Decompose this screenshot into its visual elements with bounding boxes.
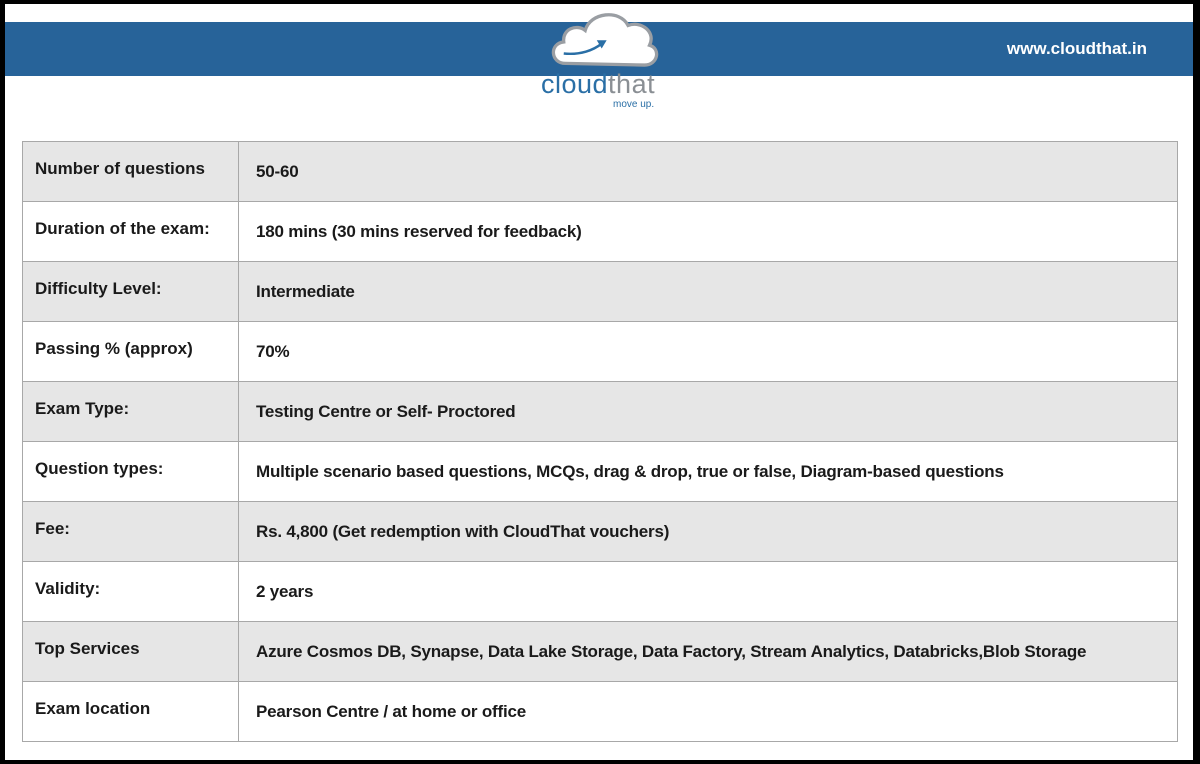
table-row — [23, 262, 1178, 322]
row-value: Pearson Centre / at home or office — [239, 682, 1178, 742]
row-label: Validity: — [23, 562, 239, 622]
website-url[interactable]: www.cloudthat.in — [1006, 39, 1147, 58]
table-row — [23, 622, 1178, 682]
table-row — [23, 382, 1178, 442]
page — [5, 4, 1193, 760]
row-label: Question types: — [23, 442, 239, 502]
row-value: Testing Centre or Self- Proctored — [239, 382, 1178, 442]
row-label: Difficulty Level: — [23, 262, 239, 322]
row-label: Number of questions — [23, 142, 239, 202]
table-row — [23, 682, 1178, 742]
row-value: 70% — [239, 322, 1178, 382]
table-row — [23, 442, 1178, 502]
cloud-icon — [535, 4, 675, 70]
row-value: Azure Cosmos DB, Synapse, Data Lake Storage, Data Factory, Stream Analytics, Databricks,Blob Storage — [239, 622, 1178, 682]
logo-tagline: move up. — [613, 99, 655, 110]
table-row — [23, 202, 1178, 262]
row-value: 50-60 — [239, 142, 1178, 202]
logo-wordmark: cloudthat — [541, 69, 656, 99]
table-row — [23, 322, 1178, 382]
row-label: Duration of the exam: — [23, 202, 239, 262]
cloudthat-logo — [535, 4, 675, 114]
row-value: 2 years — [239, 562, 1178, 622]
row-value: Rs. 4,800 (Get redemption with CloudThat vouchers) — [239, 502, 1178, 562]
table-row — [23, 562, 1178, 622]
row-label: Passing % (approx) — [23, 322, 239, 382]
row-label: Exam Type: — [23, 382, 239, 442]
table-row — [23, 142, 1178, 202]
row-value: Intermediate — [239, 262, 1178, 322]
row-label: Top Services — [23, 622, 239, 682]
row-label: Fee: — [23, 502, 239, 562]
table-row — [23, 502, 1178, 562]
row-value: Multiple scenario based questions, MCQs, drag & drop, true or false, Diagram-based questions — [239, 442, 1178, 502]
row-label: Exam location — [23, 682, 239, 742]
exam-details-table — [22, 141, 1178, 742]
row-value: 180 mins (30 mins reserved for feedback) — [239, 202, 1178, 262]
